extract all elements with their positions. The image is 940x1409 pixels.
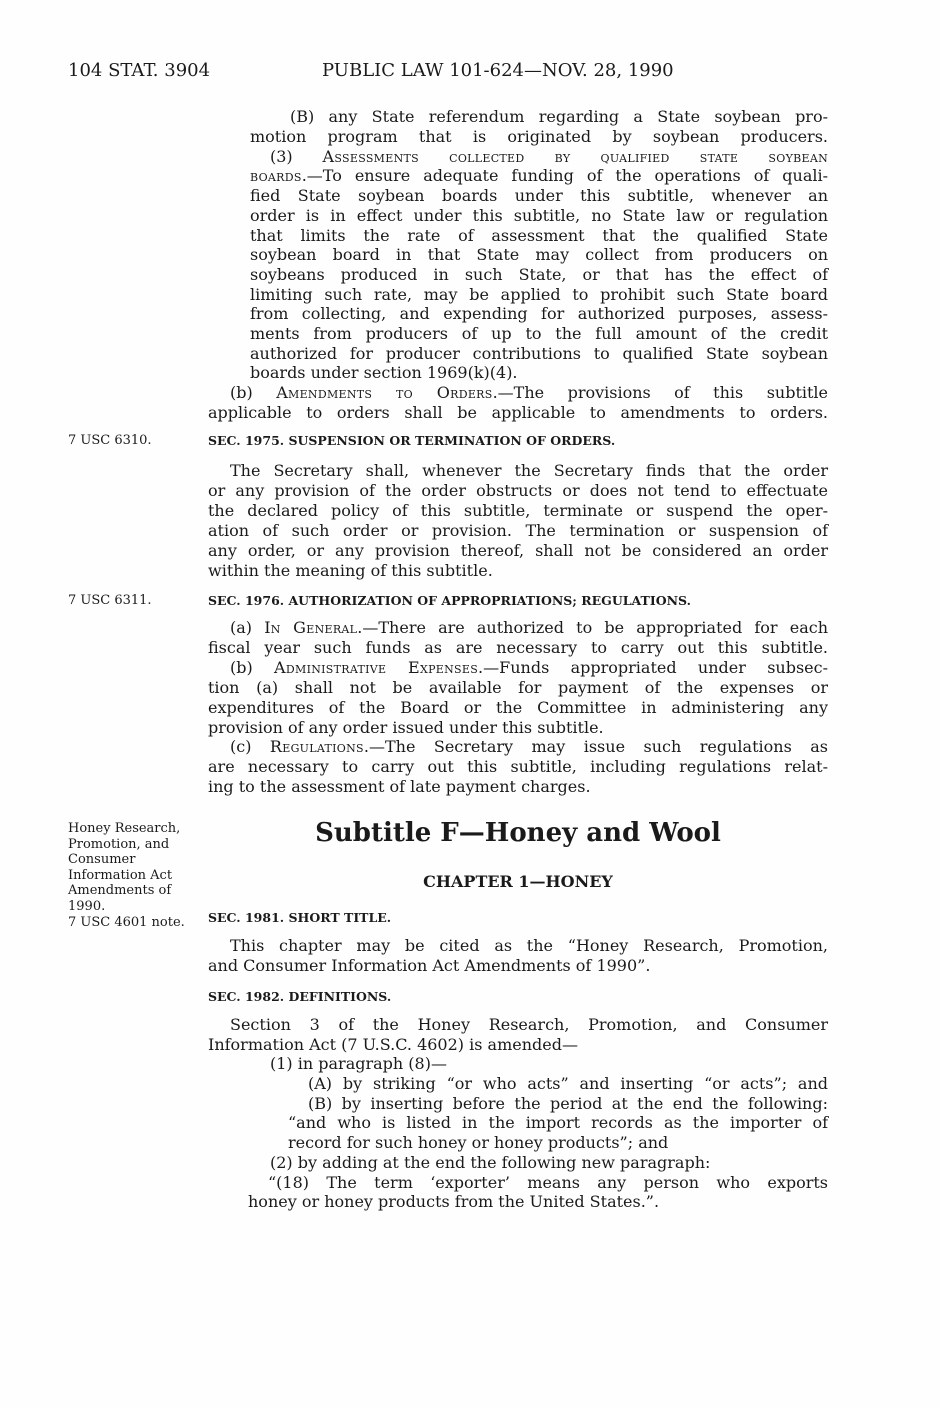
text-line: applicable to orders shall be applicable to amendments to orders.	[208, 403, 828, 422]
text-line: and Consumer Information Act Amendments of 1990”.	[208, 956, 651, 975]
small-caps-heading: Regulations	[269, 737, 364, 756]
small-caps-heading: boards	[250, 166, 302, 185]
text-line: ments from producers of up to the full amount of the credit	[250, 324, 828, 343]
margin-note: 7 USC 6311.	[68, 593, 152, 608]
small-caps-heading: Amendments to Orders	[276, 383, 493, 402]
text-line: that limits the rate of assessment that the qualified State	[250, 226, 828, 245]
text-line: the declared policy of this subtitle, terminate or suspend the oper-	[208, 501, 828, 520]
text-line: limiting such rate, may be applied to prohibit such State board	[250, 285, 828, 304]
text-line: expenditures of the Board or the Committee in administering any	[208, 698, 828, 717]
chapter-heading: CHAPTER 1—HONEY	[423, 872, 613, 891]
text-line: motion program that is originated by soybean producers.	[250, 127, 828, 146]
text-line: or any provision of the order obstructs or does not tend to effectuate	[208, 481, 828, 500]
text-line: (a) In General.—There are authorized to be appropriated for each	[230, 618, 829, 637]
text-line: fied State soybean boards under this subtitle, whenever an	[250, 186, 828, 205]
text-line: soybean board in that State may collect from producers on	[250, 245, 828, 264]
section-heading: SEC. 1975. SUSPENSION OR TERMINATION OF ORDERS.	[208, 433, 616, 448]
subtitle-heading: Subtitle F—Honey and Wool	[315, 818, 721, 848]
text-line: Information Act (7 U.S.C. 4602) is amended—	[208, 1035, 578, 1054]
page-number: 104 STAT. 3904	[68, 60, 211, 81]
text-line: order is in effect under this subtitle, no State law or regulation	[250, 206, 828, 225]
text-line: tion (a) shall not be available for payment of the expenses or	[208, 678, 828, 697]
text-line: honey or honey products from the United States.”.	[248, 1192, 660, 1211]
text-line: are necessary to carry out this subtitle, including regulations relat-	[208, 757, 828, 776]
margin-note: Honey Research, Promotion, and Consumer Information Act Amendments of 1990. 7 USC 4601 note.	[68, 821, 185, 930]
text-line: within the meaning of this subtitle.	[208, 561, 493, 580]
running-header: PUBLIC LAW 101-624—NOV. 28, 1990	[322, 60, 674, 81]
text-line: (b) Administrative Expenses.—Funds appropriated under subsec-	[230, 658, 829, 677]
text-line: (B) by inserting before the period at the end the following:	[308, 1094, 828, 1113]
text-line: boards.—To ensure adequate funding of the operations of quali-	[250, 166, 828, 185]
text-line: provision of any order issued under this subtitle.	[208, 718, 604, 737]
text-line: (A) by striking “or who acts” and inserting “or acts”; and	[308, 1074, 828, 1093]
small-caps-heading: In General	[264, 618, 358, 637]
text-line: (b) Amendments to Orders.—The provisions of this subtitle	[230, 383, 829, 402]
text-line: (B) any State referendum regarding a State soybean pro-	[290, 107, 828, 126]
text-line: ing to the assessment of late payment charges.	[208, 777, 591, 796]
text-line: (1) in paragraph (8)—	[270, 1054, 447, 1073]
text-line: authorized for producer contributions to qualified State soybean	[250, 344, 828, 363]
text-line: any order, or any provision thereof, shall not be considered an order	[208, 541, 828, 560]
text-line: This chapter may be cited as the “Honey Research, Promotion,	[230, 936, 828, 955]
text-line: record for such honey or honey products”; and	[288, 1133, 669, 1152]
small-caps-heading: Assessments collected by qualified state soybean	[322, 147, 829, 166]
section-heading: SEC. 1981. SHORT TITLE.	[208, 910, 392, 925]
text-line: Section 3 of the Honey Research, Promotion, and Consumer	[230, 1015, 828, 1034]
text-line: “(18) The term ‘exporter’ means any person who exports	[268, 1173, 828, 1192]
text-line: (3) Assessments collected by qualified state soybean	[270, 147, 829, 166]
margin-note: 7 USC 6310.	[68, 433, 152, 448]
text-line: ation of such order or provision. The termination or suspension of	[208, 521, 828, 540]
section-heading: SEC. 1982. DEFINITIONS.	[208, 989, 392, 1004]
text-line: boards under section 1969(k)(4).	[250, 363, 518, 382]
text-line: (2) by adding at the end the following new paragraph:	[270, 1153, 711, 1172]
section-heading: SEC. 1976. AUTHORIZATION OF APPROPRIATIONS; REGULATIONS.	[208, 593, 691, 608]
text-line: from collecting, and expending for authorized purposes, assess-	[250, 304, 828, 323]
text-line: The Secretary shall, whenever the Secretary finds that the order	[230, 461, 828, 480]
text-line: “and who is listed in the import records as the importer of	[288, 1113, 828, 1132]
text-line: (c) Regulations.—The Secretary may issue such regulations as	[230, 737, 828, 756]
small-caps-heading: Administrative Expenses	[274, 658, 479, 677]
text-line: fiscal year such funds as are necessary to carry out this subtitle.	[208, 638, 828, 657]
text-line: soybeans produced in such State, or that has the effect of	[250, 265, 828, 284]
